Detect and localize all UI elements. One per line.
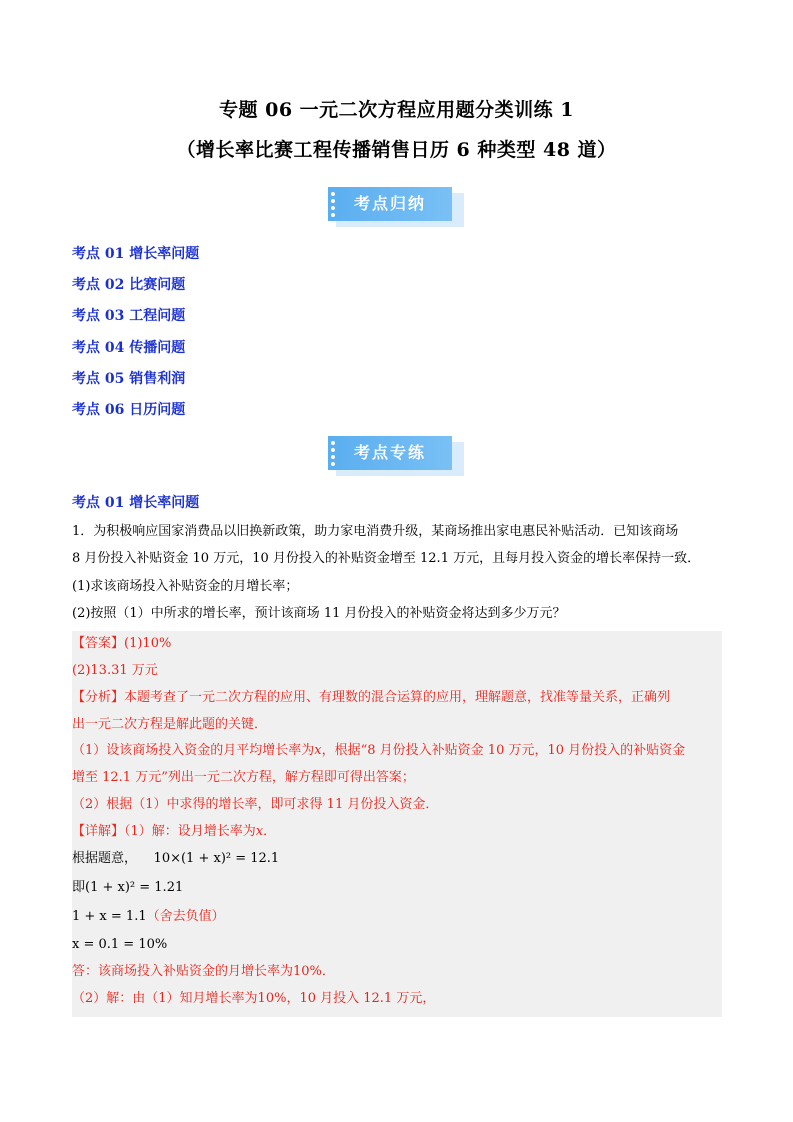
detail-text: 即	[72, 880, 86, 895]
banner-dots-icon	[331, 441, 337, 469]
detail-text: 根据题意，	[72, 851, 138, 866]
banner-dots-icon	[331, 192, 337, 220]
answer-1: (1)10%	[124, 636, 172, 651]
detail-text: （2）解：由（1）知月增长率为	[72, 991, 258, 1006]
detail-line-2	[72, 850, 722, 868]
detail-line-3	[72, 879, 722, 897]
equation: x = 0.1 = 10%	[72, 937, 168, 952]
analysis-text: （2）根据（1）中求得的增长率，即可求得 11 月份投入资金．	[72, 797, 439, 812]
detail-line-1	[72, 823, 722, 841]
question-2: (2)按照（1）中所求的增长率，预计该商场 11 月份投入的补贴资金将达到多少万元？	[72, 606, 566, 621]
question-1: (1)求该商场投入补贴资金的月增长率；	[72, 579, 299, 594]
value: 10%	[293, 964, 322, 979]
topic-item[interactable]: 考点 05 销售利润	[72, 371, 186, 387]
analysis-text: （1）设该商场投入资金的月平均增长率为	[72, 743, 315, 758]
analysis-text: 本题考查了一元二次方程的应用、有理数的混合运算的应用，理解题意，找准等量关系，正确列	[124, 690, 671, 705]
detail-text: ．	[263, 824, 277, 839]
detail-text: ，10 月投入 12.1 万元，	[286, 991, 436, 1006]
problem-text: 1．为积极响应国家消费品以旧换新政策，助力家电消费升级，某商场推出家电惠民补贴活动．已知该商场	[72, 524, 679, 539]
value: 10%	[257, 991, 287, 1006]
problem-text: 8 月份投入补贴资金 10 万元，10 月份投入的补贴资金增至 12.1 万元，且每月投入资金的增长率保持一致．	[72, 551, 701, 566]
analysis-line-1	[72, 689, 722, 707]
variable: x	[314, 743, 322, 758]
answer-label: 【答案】	[72, 636, 125, 651]
topic-item[interactable]: 考点 04 传播问题	[72, 340, 186, 356]
detail-line-4	[72, 908, 722, 926]
detail-note: （舍去负值）	[146, 909, 225, 924]
analysis-text: ，根据“8 月份投入补贴资金 10 万元，10 月份投入的补贴资金	[321, 743, 686, 758]
section-banner-practice	[328, 436, 464, 476]
analysis-label: 【分析】	[72, 690, 125, 705]
analysis-line-3	[72, 742, 722, 760]
section-heading: 考点 01 增长率问题	[72, 495, 200, 511]
banner-label: 考点专练	[328, 436, 452, 470]
topic-item[interactable]: 考点 03 工程问题	[72, 308, 186, 324]
topic-item[interactable]: 考点 01 增长率问题	[72, 246, 200, 262]
equation: 10×(1 + x)² = 12.1	[153, 851, 280, 866]
answer-line-1	[72, 635, 722, 653]
equation: (1 + x)² = 1.21	[85, 880, 184, 895]
detail-text: ．	[321, 964, 335, 979]
variable: x	[255, 824, 264, 839]
answer-2: (2)13.31 万元	[72, 663, 158, 678]
detail-text: 答：该商场投入补贴资金的月增长率为	[72, 964, 294, 979]
equation: 1 + x = 1.1	[72, 909, 147, 924]
page-title-line1: 专题 06 一元二次方程应用题分类训练 1	[218, 99, 574, 121]
analysis-text: 增至 12.1 万元”列出一元二次方程，解方程即可得出答案；	[72, 770, 415, 785]
page-title-line2: （增长率比赛工程传播销售日历 6 种类型 48 道）	[176, 139, 617, 161]
detail-answer	[72, 963, 722, 981]
topic-item[interactable]: 考点 02 比赛问题	[72, 277, 186, 293]
detail-line-last	[72, 990, 722, 1008]
topic-item[interactable]: 考点 06 日历问题	[72, 402, 186, 418]
banner-label: 考点归纳	[328, 187, 452, 221]
section-banner-summary	[328, 187, 464, 227]
detail-text: （1）解：设月增长率为	[124, 824, 256, 839]
detail-label: 【详解】	[72, 824, 125, 839]
analysis-text: 出一元二次方程是解此题的关键．	[72, 717, 268, 732]
